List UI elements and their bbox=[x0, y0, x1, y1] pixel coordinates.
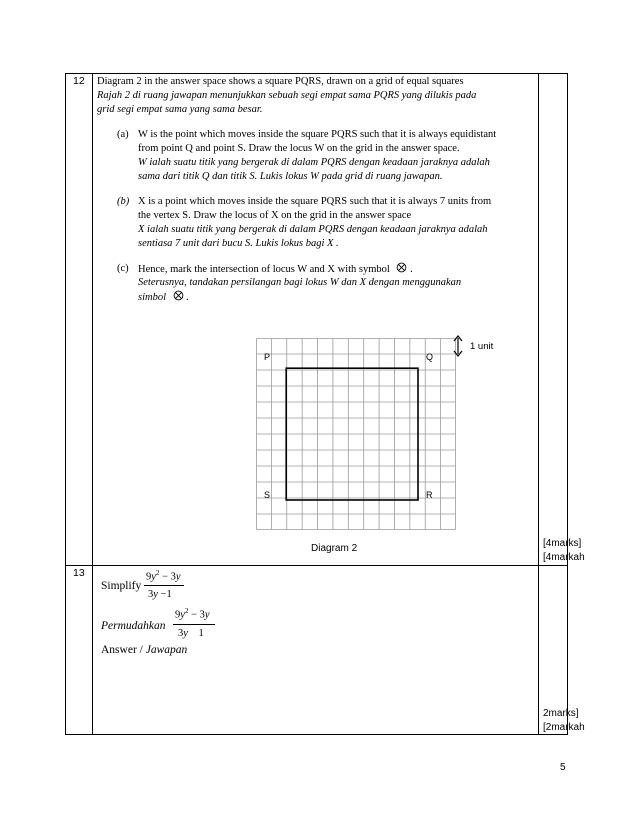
q12c-my-period: . bbox=[186, 292, 189, 303]
q13-marks-en: 2marks] bbox=[543, 708, 579, 719]
den2-rest: 1 bbox=[198, 628, 204, 639]
answer-text: Answer / bbox=[101, 644, 143, 656]
number-column-divider bbox=[92, 73, 93, 735]
row-divider bbox=[65, 565, 567, 566]
den2-coef: 3 bbox=[178, 628, 184, 639]
intersection-symbol-icon bbox=[396, 262, 407, 273]
q12c-en-1 bbox=[138, 262, 413, 277]
fraction-1-denominator bbox=[148, 589, 172, 600]
den2-var: y bbox=[183, 628, 188, 639]
table-bottom-border bbox=[65, 734, 567, 735]
marks-column-divider bbox=[538, 73, 539, 735]
num-var2: y bbox=[175, 571, 181, 583]
den-rest: −1 bbox=[160, 589, 172, 600]
q12-intro-en: Diagram 2 in the answer space shows a square PQRS, drawn on a grid of equal squares bbox=[97, 76, 464, 87]
num-rest: − 3 bbox=[162, 571, 176, 583]
den-var: y bbox=[153, 589, 158, 600]
vertex-label-p: P bbox=[264, 352, 271, 362]
num-var: y bbox=[151, 571, 156, 583]
q12-marks-my: [4markah bbox=[543, 552, 585, 563]
unit-label: 1 unit bbox=[470, 341, 494, 352]
q12a-en-2: from point Q and point S. Draw the locus W on the grid in the answer space. bbox=[138, 143, 460, 154]
q12b-en-2: the vertex S. Draw the locus of X on the grid in the answer space bbox=[138, 210, 412, 221]
q12b-my-1: X ialah suatu titik yang bergerak di dalam PQRS dengan keadaan jaraknya adalah bbox=[138, 224, 488, 235]
num2-rest: − 3 bbox=[191, 609, 205, 621]
num2-exp: 2 bbox=[184, 607, 189, 615]
num2-var2: y bbox=[204, 609, 210, 621]
q13-answer-label bbox=[101, 644, 187, 656]
fraction-2-denominator bbox=[178, 628, 204, 639]
table-left-border bbox=[65, 73, 66, 735]
q12b-label: (b) bbox=[117, 196, 130, 207]
vertex-label-q: Q bbox=[426, 352, 434, 362]
q12-intro-my-2: grid segi empat sama yang sama besar. bbox=[97, 104, 263, 115]
jawapan-text: Jawapan bbox=[145, 644, 188, 656]
intersection-symbol-icon bbox=[173, 290, 184, 301]
q12b-en-1: X is a point which moves inside the square PQRS such that it is always 7 units from bbox=[138, 196, 492, 207]
diagram-caption: Diagram 2 bbox=[311, 543, 358, 554]
q12c-my-2 bbox=[138, 290, 189, 305]
num-exp: 2 bbox=[155, 569, 160, 577]
q12c-my-1: Seterusnya, tandakan persilangan bagi lokus W dan X dengan menggunakan bbox=[138, 277, 462, 288]
q12a-my-1: W ialah suatu titik yang bergerak di dalam PQRS dengan keadaan jaraknya adalah bbox=[138, 157, 490, 168]
q12-intro-my-1: Rajah 2 di ruang jawapan menunjukkan sebuah segi empat sama PQRS yang dilukis pada bbox=[97, 90, 477, 101]
fraction-2-bar bbox=[173, 624, 215, 625]
table-right-border bbox=[567, 73, 568, 735]
vertex-label-r: R bbox=[426, 490, 433, 500]
q12a-en-1: W is the point which moves inside the square PQRS such that it is always equidistant bbox=[138, 129, 497, 140]
q12c-en-period: . bbox=[410, 264, 413, 275]
q12a-my-2: sama dari titik Q dan titik S. Lukis lokus W pada grid di ruang jawapan. bbox=[138, 171, 443, 182]
fraction-1-bar bbox=[144, 585, 184, 586]
q12c-en-text: Hence, mark the intersection of locus W and X with symbol bbox=[138, 264, 390, 275]
den-coef: 3 bbox=[148, 589, 154, 600]
q12a-label: (a) bbox=[117, 129, 129, 140]
q13-simplify-label: Simplify bbox=[101, 580, 142, 592]
num2-var: y bbox=[180, 609, 185, 621]
q12c-label: (c) bbox=[117, 263, 129, 274]
page-number: 5 bbox=[560, 762, 566, 773]
diagram-2-grid bbox=[256, 338, 456, 530]
table-top-border bbox=[65, 73, 567, 74]
num-coef: 9 bbox=[146, 571, 152, 583]
fraction-1-numerator bbox=[146, 569, 181, 583]
q13-permudahkan-label: Permudahkan bbox=[101, 620, 166, 632]
num2-coef: 9 bbox=[175, 609, 181, 621]
question-number-13: 13 bbox=[73, 567, 85, 579]
fraction-2-numerator bbox=[175, 607, 210, 621]
unit-arrow-icon bbox=[452, 335, 464, 357]
q13-marks-my: [2markah bbox=[543, 722, 585, 733]
q12c-my-simbol: simbol bbox=[138, 292, 167, 303]
q12b-my-2: sentiasa 7 unit dari bucu S. Lukis lokus bagi X . bbox=[138, 238, 339, 249]
vertex-label-s: S bbox=[264, 490, 271, 500]
question-number-12: 12 bbox=[73, 75, 85, 87]
q12-marks-en: [4marks] bbox=[543, 538, 582, 549]
